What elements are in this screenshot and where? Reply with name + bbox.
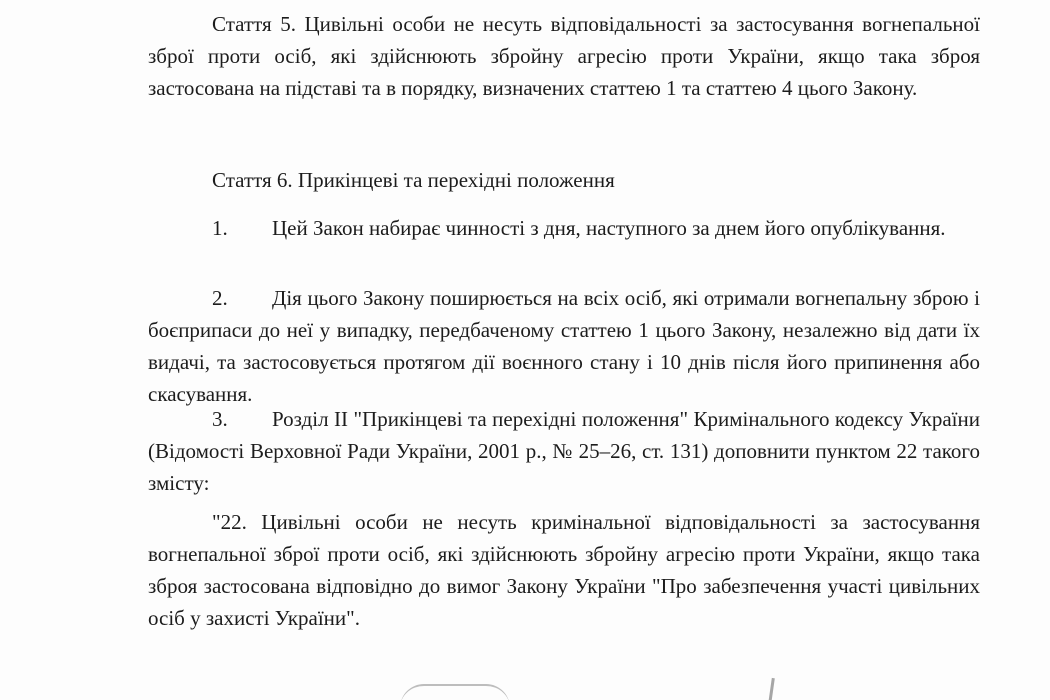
- quote-text: "22. Цивільні особи не несуть кримінальної відповідальності за застосування вогнепальної зброї проти осіб, які здійснюють збройну агресію проти України, якщо така зброя застосована відповідно до вимог Закону України "Про забезпечення участі цивільних осіб у захисті України".: [148, 510, 980, 630]
- article-6-heading-block: [148, 164, 980, 196]
- article-6-item-1: [148, 212, 980, 244]
- item-3-text: Розділ II "Прикінцеві та перехідні положення" Кримінального кодексу України (Відомості Верховної Ради України, 2001 р., № 25–26, ст. 131) доповнити пунктом 22 такого змісту:: [148, 407, 980, 495]
- item-2-paragraph: [148, 282, 980, 410]
- article-6-heading: Стаття 6. Прикінцеві та перехідні положення: [212, 168, 615, 192]
- article-5: [148, 8, 980, 104]
- seal-edge-mark: [400, 684, 510, 700]
- item-3-number: 3.: [212, 407, 228, 431]
- article-6-quote: [148, 506, 980, 634]
- item-1-number: 1.: [212, 216, 228, 240]
- item-1-paragraph: [148, 212, 980, 244]
- article-6-item-3: [148, 403, 980, 499]
- item-2-number: 2.: [212, 286, 228, 310]
- article-5-text: Стаття 5. Цивільні особи не несуть відповідальності за застосування вогнепальної зброї проти осіб, які здійснюють збройну агресію проти України, якщо така зброя застосована на підставі та в порядку, визначених статтею 1 та статтею 4 цього Закону.: [148, 12, 980, 100]
- article-6-item-2: [148, 282, 980, 410]
- item-2-text: Дія цього Закону поширюється на всіх осіб, які отримали вогнепальну зброю і боєприпаси до неї у випадку, передбаченому статтею 1 цього Закону, незалежно від дати їх видачі, та застосовується протягом дії воєнного стану і 10 днів після його припинення або скасування.: [148, 286, 980, 406]
- item-3-paragraph: [148, 403, 980, 499]
- signature-stroke-mark: [768, 678, 775, 700]
- item-1-text: Цей Закон набирає чинності з дня, наступного за днем його опублікування.: [272, 216, 946, 240]
